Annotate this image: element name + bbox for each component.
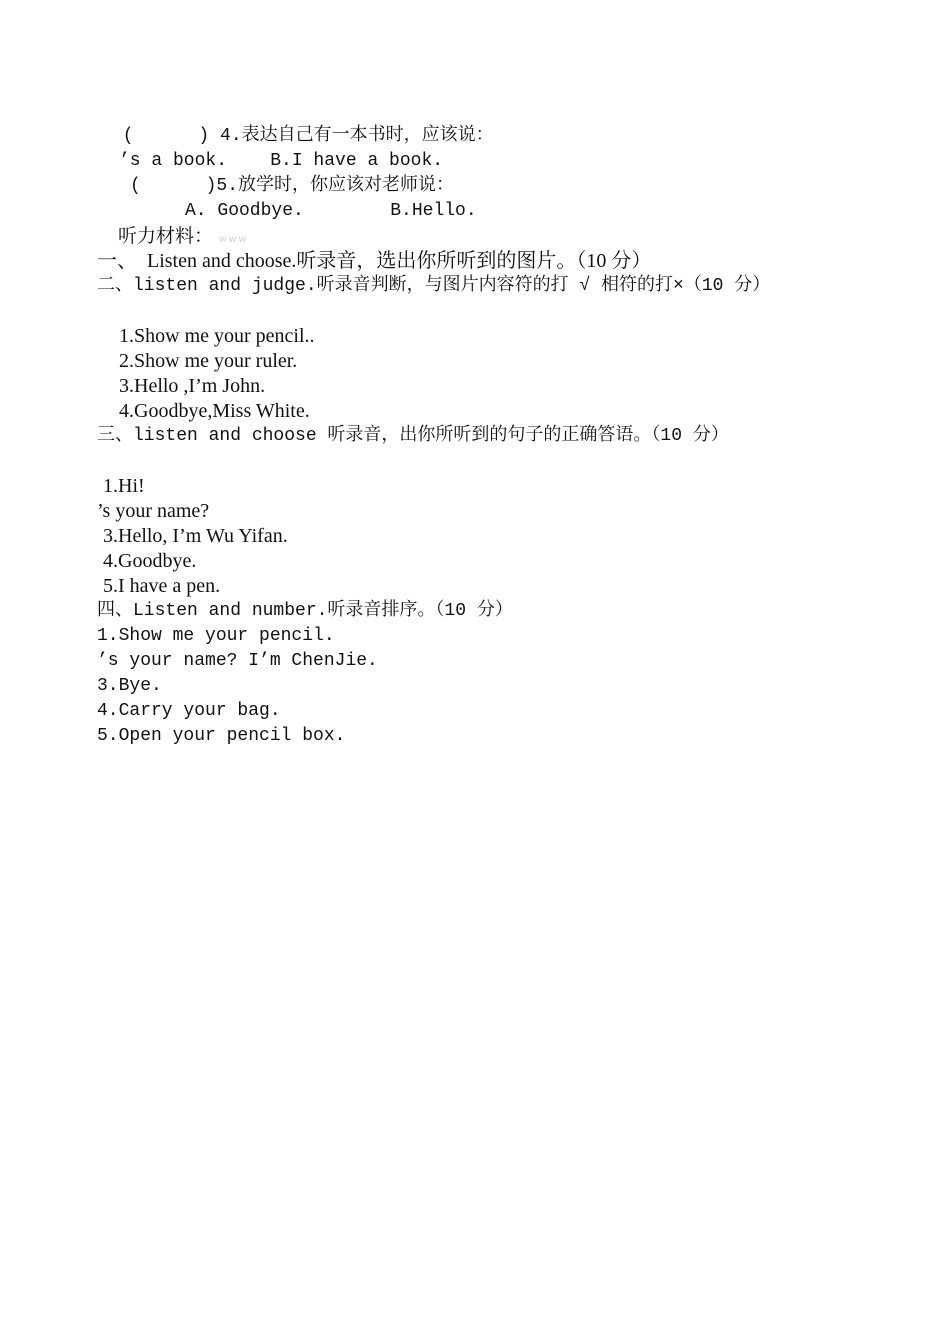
watermark-text: w w w xyxy=(219,234,247,245)
section-3-item-3: 3.Hello, I’m Wu Yifan. xyxy=(103,525,288,547)
section-3-item-1: 1.Hi! xyxy=(103,475,145,497)
question-5-options: A. Goodbye. B.Hello. xyxy=(185,201,477,221)
section-4-item-5: 5.Open your pencil box. xyxy=(97,726,346,746)
listening-material-label: 听力材料： xyxy=(118,225,214,247)
question-4: ( ) 4.表达自己有一本书时，应该说： xyxy=(112,126,494,146)
section-3-item-4: 4.Goodbye. xyxy=(103,550,197,572)
section-2-heading: 二、listen and judge.听录音判断，与图片内容符的打 √ 相符的打×（10 分） xyxy=(97,276,771,296)
section-3-item-5: 5.I have a pen. xyxy=(103,575,221,597)
section-2-item-2: 2.Show me your ruler. xyxy=(119,350,298,372)
question-4-options: ’s a book. B.I have a book. xyxy=(119,151,444,171)
section-4-heading: 四、Listen and number.听录音排序。（10 分） xyxy=(97,601,513,621)
section-2-item-3: 3.Hello ,I’m John. xyxy=(119,375,266,397)
section-4-item-2: ’s your name? I’m ChenJie. xyxy=(97,651,378,671)
section-3-item-2: ’s your name? xyxy=(97,500,210,522)
section-3-heading: 三、listen and choose 听录音，出你所听到的句子的正确答语。（10 分） xyxy=(97,426,729,446)
section-2-item-1: 1.Show me your pencil.. xyxy=(119,325,315,347)
section-2-item-4: 4.Goodbye,Miss White. xyxy=(119,400,310,422)
section-4-item-1: 1.Show me your pencil. xyxy=(97,626,335,646)
section-4-item-4: 4.Carry your bag. xyxy=(97,701,281,721)
section-4-item-3: 3.Bye. xyxy=(97,676,162,696)
section-1-heading: 一、 Listen and choose.听录音，选出你所听到的图片。（10 分） xyxy=(97,250,652,272)
question-5: ( )5.放学时，你应该对老师说： xyxy=(130,176,455,196)
listening-material-heading xyxy=(118,224,246,252)
